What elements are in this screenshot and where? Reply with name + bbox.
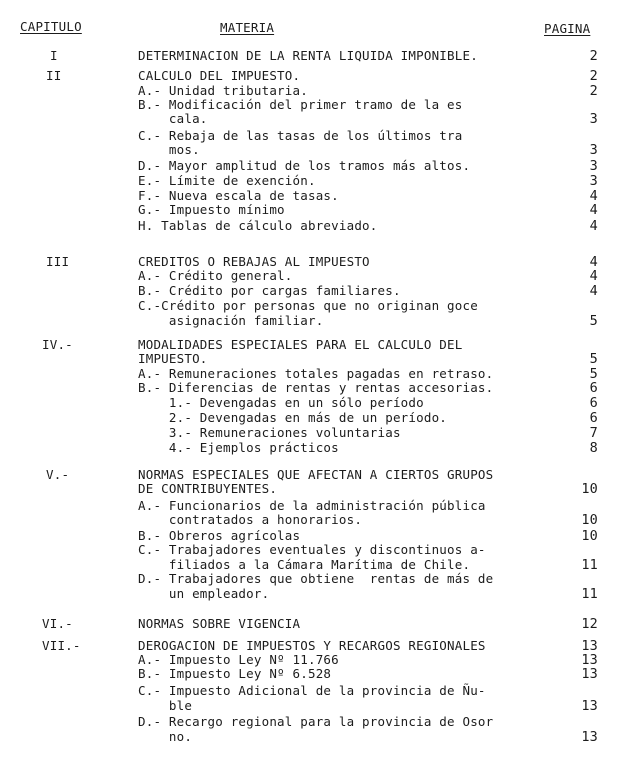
page-number: 3 <box>589 111 598 127</box>
page-number: 4 <box>589 283 598 299</box>
subject-entry: MODALIDADES ESPECIALES PARA EL CALCULO DEL <box>138 337 463 352</box>
page-number: 2 <box>589 83 598 99</box>
subject-entry: mos. <box>138 142 200 157</box>
subject-entry: DE CONTRIBUYENTES. <box>138 481 278 496</box>
subject-entry: C.- Impuesto Adicional de la provincia de Ñu- <box>138 683 486 698</box>
subject-entry: A.- Crédito general. <box>138 268 293 283</box>
subject-entry: 4.- Ejemplos prácticos <box>138 440 339 455</box>
page-number: 13 <box>581 729 598 745</box>
chapter-number: V.- <box>46 467 70 482</box>
subject-entry: DEROGACION DE IMPUESTOS Y RECARGOS REGIONALES <box>138 638 486 653</box>
subject-entry: contratados a honorarios. <box>138 512 363 527</box>
subject-entry: A.- Impuesto Ley Nº 11.766 <box>138 652 339 667</box>
subject-entry: D.- Mayor amplitud de los tramos más altos. <box>138 158 471 173</box>
page-number: 8 <box>589 440 598 456</box>
subject-entry: D.- Trabajadores que obtiene rentas de más de <box>138 571 494 586</box>
page-number: 6 <box>589 410 598 426</box>
subject-entry: IMPUESTO. <box>138 351 208 366</box>
page-number: 7 <box>589 425 598 441</box>
page-number: 11 <box>581 586 598 602</box>
page-number: 4 <box>589 218 598 234</box>
subject-entry: no. <box>138 729 193 744</box>
chapter-number: I <box>50 48 58 63</box>
page-number: 6 <box>589 380 598 396</box>
page-number: 13 <box>581 638 598 654</box>
subject-entry: un empleador. <box>138 586 270 601</box>
page-number: 2 <box>589 48 598 64</box>
subject-entry: C.- Rebaja de las tasas de los últimos tra <box>138 128 463 143</box>
page-number: 11 <box>581 557 598 573</box>
header-pagina: PAGINA <box>544 21 591 36</box>
page-number: 13 <box>581 698 598 714</box>
subject-entry: A.- Unidad tributaria. <box>138 83 308 98</box>
page-number: 13 <box>581 652 598 668</box>
subject-entry: B.- Crédito por cargas familiares. <box>138 283 401 298</box>
subject-entry: filiados a la Cámara Marítima de Chile. <box>138 557 471 572</box>
subject-entry: A.- Remuneraciones totales pagadas en retraso. <box>138 366 494 381</box>
chapter-number: IV.- <box>42 337 73 352</box>
page-number: 3 <box>589 173 598 189</box>
page-number: 4 <box>589 202 598 218</box>
subject-entry: DETERMINACION DE LA RENTA LIQUIDA IMPONIBLE. <box>138 48 478 63</box>
page-number: 2 <box>589 68 598 84</box>
subject-entry: B.- Diferencias de rentas y rentas accesorias. <box>138 380 494 395</box>
subject-entry: 3.- Remuneraciones voluntarias <box>138 425 401 440</box>
header-capitulo: CAPITULO <box>20 19 82 34</box>
subject-entry: 2.- Devengadas en más de un período. <box>138 410 448 425</box>
subject-entry: CALCULO DEL IMPUESTO. <box>138 68 301 83</box>
page-number: 5 <box>589 366 598 382</box>
page-number: 4 <box>589 268 598 284</box>
chapter-number: II <box>46 68 62 83</box>
page-number: 13 <box>581 666 598 682</box>
subject-entry: CREDITOS O REBAJAS AL IMPUESTO <box>138 254 370 269</box>
subject-entry: cala. <box>138 111 208 126</box>
chapter-number: VII.- <box>42 638 81 653</box>
page-number: 10 <box>581 512 598 528</box>
page-number: 5 <box>589 313 598 329</box>
subject-entry: H. Tablas de cálculo abreviado. <box>138 218 378 233</box>
page-number: 3 <box>589 158 598 174</box>
subject-entry: A.- Funcionarios de la administración pública <box>138 498 486 513</box>
subject-entry: B.- Modificación del primer tramo de la es <box>138 97 463 112</box>
subject-entry: ble <box>138 698 193 713</box>
subject-entry: C.-Crédito por personas que no originan goce <box>138 298 478 313</box>
subject-entry: 1.- Devengadas en un sólo período <box>138 395 424 410</box>
subject-entry: C.- Trabajadores eventuales y discontinuos a- <box>138 542 486 557</box>
subject-entry: E.- Límite de exención. <box>138 173 316 188</box>
subject-entry: B.- Impuesto Ley Nº 6.528 <box>138 666 332 681</box>
chapter-number: VI.- <box>42 616 73 631</box>
subject-entry: G.- Impuesto mínimo <box>138 202 285 217</box>
subject-entry: F.- Nueva escala de tasas. <box>138 188 339 203</box>
subject-entry: B.- Obreros agrícolas <box>138 528 301 543</box>
subject-entry: asignación familiar. <box>138 313 324 328</box>
page-number: 4 <box>589 254 598 270</box>
page-number: 4 <box>589 188 598 204</box>
chapter-number: III <box>46 254 70 269</box>
subject-entry: D.- Recargo regional para la provincia de Osor <box>138 714 494 729</box>
page-number: 12 <box>581 616 598 632</box>
page-number: 6 <box>589 395 598 411</box>
page-number: 5 <box>589 351 598 367</box>
subject-entry: NORMAS SOBRE VIGENCIA <box>138 616 301 631</box>
page-number: 3 <box>589 142 598 158</box>
page-number: 10 <box>581 481 598 497</box>
header-materia: MATERIA <box>220 20 275 35</box>
page-number: 10 <box>581 528 598 544</box>
subject-entry: NORMAS ESPECIALES QUE AFECTAN A CIERTOS GRUPOS <box>138 467 494 482</box>
